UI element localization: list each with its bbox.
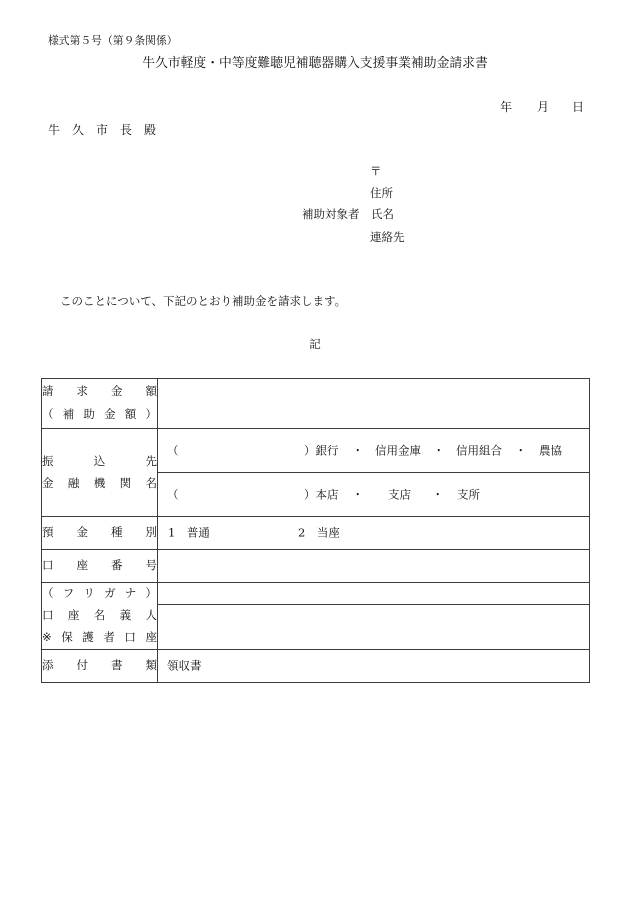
date-month-label: 月 [537, 100, 550, 114]
account-number-label [42, 555, 157, 577]
record-mark: 記 [309, 337, 321, 351]
label-char [59, 660, 71, 672]
label-char: 金 [42, 475, 54, 490]
account-type-cell [158, 517, 590, 550]
label-char: ※ [42, 630, 52, 645]
institution-separator: ・ [515, 442, 527, 457]
label-char: 関 [119, 475, 132, 490]
institution-open-paren: （ [167, 442, 179, 457]
form-number: 様式第５号（第９条関係） [48, 34, 178, 47]
label-char: 額 [124, 407, 137, 422]
table-row-amount [42, 379, 590, 429]
branch-separator: ・ [352, 486, 364, 501]
account-holder-label [42, 605, 157, 627]
label-char: （ [42, 407, 54, 422]
bank-label-line [42, 451, 157, 473]
label-char: 書 [111, 658, 123, 673]
label-char [59, 386, 71, 398]
institution-separator: ・ [433, 442, 445, 457]
attachments-cell [158, 650, 590, 683]
label-char: 口 [42, 608, 54, 623]
attachments-value: 領収書 [167, 658, 202, 673]
furigana-label [42, 583, 157, 605]
applicant-role-label: 補助対象者 [302, 207, 360, 221]
label-char: 融 [67, 475, 80, 490]
amount-label-cell [42, 379, 158, 429]
label-char: 別 [145, 525, 157, 540]
label-char: 補 [62, 407, 75, 422]
label-char: 番 [111, 558, 123, 573]
label-char: 込 [93, 453, 106, 468]
table-row-attachments [42, 650, 590, 683]
bank-branch-cell [158, 473, 590, 517]
account-number-cell [158, 550, 590, 583]
label-char [128, 660, 140, 672]
label-char: 振 [42, 453, 54, 468]
branch-open-paren: （ [167, 486, 179, 501]
label-char [68, 456, 80, 468]
label-char: （ [42, 586, 54, 601]
date-year-label: 年 [500, 100, 513, 114]
label-char: ） [145, 407, 157, 422]
institution-separator: ・ [352, 442, 364, 457]
label-char: 名 [145, 475, 157, 490]
addressee: 牛 久 市 長 殿 [48, 123, 157, 137]
label-char [128, 560, 140, 572]
label-char: 金 [111, 384, 123, 399]
label-char: 付 [76, 658, 88, 673]
bank-sub-label-line [42, 473, 157, 495]
label-char: フ [62, 586, 75, 601]
contact-label: 連絡先 [370, 230, 405, 244]
label-char: ガ [104, 586, 116, 601]
label-char [94, 527, 106, 539]
label-char: 求 [76, 384, 88, 399]
attachments-label-cell [42, 650, 158, 683]
institution-option-nokyo: 農協 [539, 442, 562, 457]
institution-option-shinkumi: 信用組合 [456, 442, 502, 457]
label-char: 口 [124, 630, 136, 645]
label-char [94, 560, 106, 572]
name-label: 氏名 [371, 207, 394, 221]
table-row-account-number [42, 550, 590, 583]
label-char: 座 [76, 558, 88, 573]
document-title: 牛久市軽度・中等度難聴児補聴器購入支援事業補助金請求書 [142, 56, 488, 71]
account-holder-furigana-cell [158, 583, 590, 605]
amount-label-line [42, 381, 157, 404]
label-char: 者 [103, 630, 115, 645]
branch-option-branch: 支店 [388, 486, 411, 501]
request-form-table [41, 378, 590, 683]
label-char [128, 386, 140, 398]
label-char: 名 [93, 608, 106, 623]
label-char: 種 [111, 525, 123, 540]
bank-label-cell [42, 429, 158, 517]
label-char: 金 [104, 407, 116, 422]
bank-institution-cell [158, 429, 590, 473]
account-number-label-cell [42, 550, 158, 583]
address-label: 住所 [370, 186, 393, 200]
label-char: ） [145, 586, 157, 601]
label-char: 座 [145, 630, 157, 645]
postal-mark: 〒 [370, 164, 382, 178]
label-char: リ [83, 586, 95, 601]
label-char: 先 [145, 453, 157, 468]
institution-option-shinkin: 信用金庫 [375, 442, 421, 457]
label-char: 預 [42, 525, 54, 540]
label-char [59, 560, 71, 572]
account-type-option-ordinary: 1 普通 [168, 525, 210, 540]
label-char: 口 [42, 558, 54, 573]
branch-separator: ・ [432, 486, 444, 501]
label-char: 請 [42, 384, 54, 399]
amount-sub-label-line [42, 404, 157, 427]
table-row-account-holder-furigana [42, 583, 590, 605]
label-char: ナ [124, 586, 137, 601]
account-type-option-checking: 2 当座 [298, 525, 340, 540]
label-char: 添 [42, 658, 54, 673]
label-char [94, 386, 106, 398]
label-char: 人 [145, 608, 157, 623]
guardian-account-note [42, 627, 157, 649]
label-char [94, 660, 106, 672]
branch-head-office-option: ）本店 [304, 486, 339, 501]
label-char: 号 [145, 558, 157, 573]
institution-bank-option: ）銀行 [304, 442, 339, 457]
account-type-label [42, 522, 157, 544]
label-char: 護 [82, 630, 94, 645]
account-holder-name-cell [158, 605, 590, 650]
label-char: 機 [93, 475, 106, 490]
amount-value-cell [158, 379, 590, 429]
table-row-account-type [42, 517, 590, 550]
table-row-bank-institution [42, 429, 590, 473]
label-char: 助 [83, 407, 95, 422]
branch-option-sub-branch: 支所 [457, 486, 480, 501]
label-char [128, 527, 140, 539]
label-char: 額 [145, 384, 157, 399]
attachments-label [42, 655, 157, 677]
label-char [59, 527, 71, 539]
request-statement: このことについて、下記のとおり補助金を請求します。 [60, 294, 347, 308]
label-char: 座 [67, 608, 80, 623]
label-char: 保 [61, 630, 73, 645]
account-type-label-cell [42, 517, 158, 550]
label-char: 義 [119, 608, 132, 623]
label-char: 金 [76, 525, 88, 540]
label-char [120, 456, 132, 468]
label-char: 類 [145, 658, 157, 673]
date-day-label: 日 [572, 100, 585, 114]
account-holder-label-cell [42, 583, 158, 650]
